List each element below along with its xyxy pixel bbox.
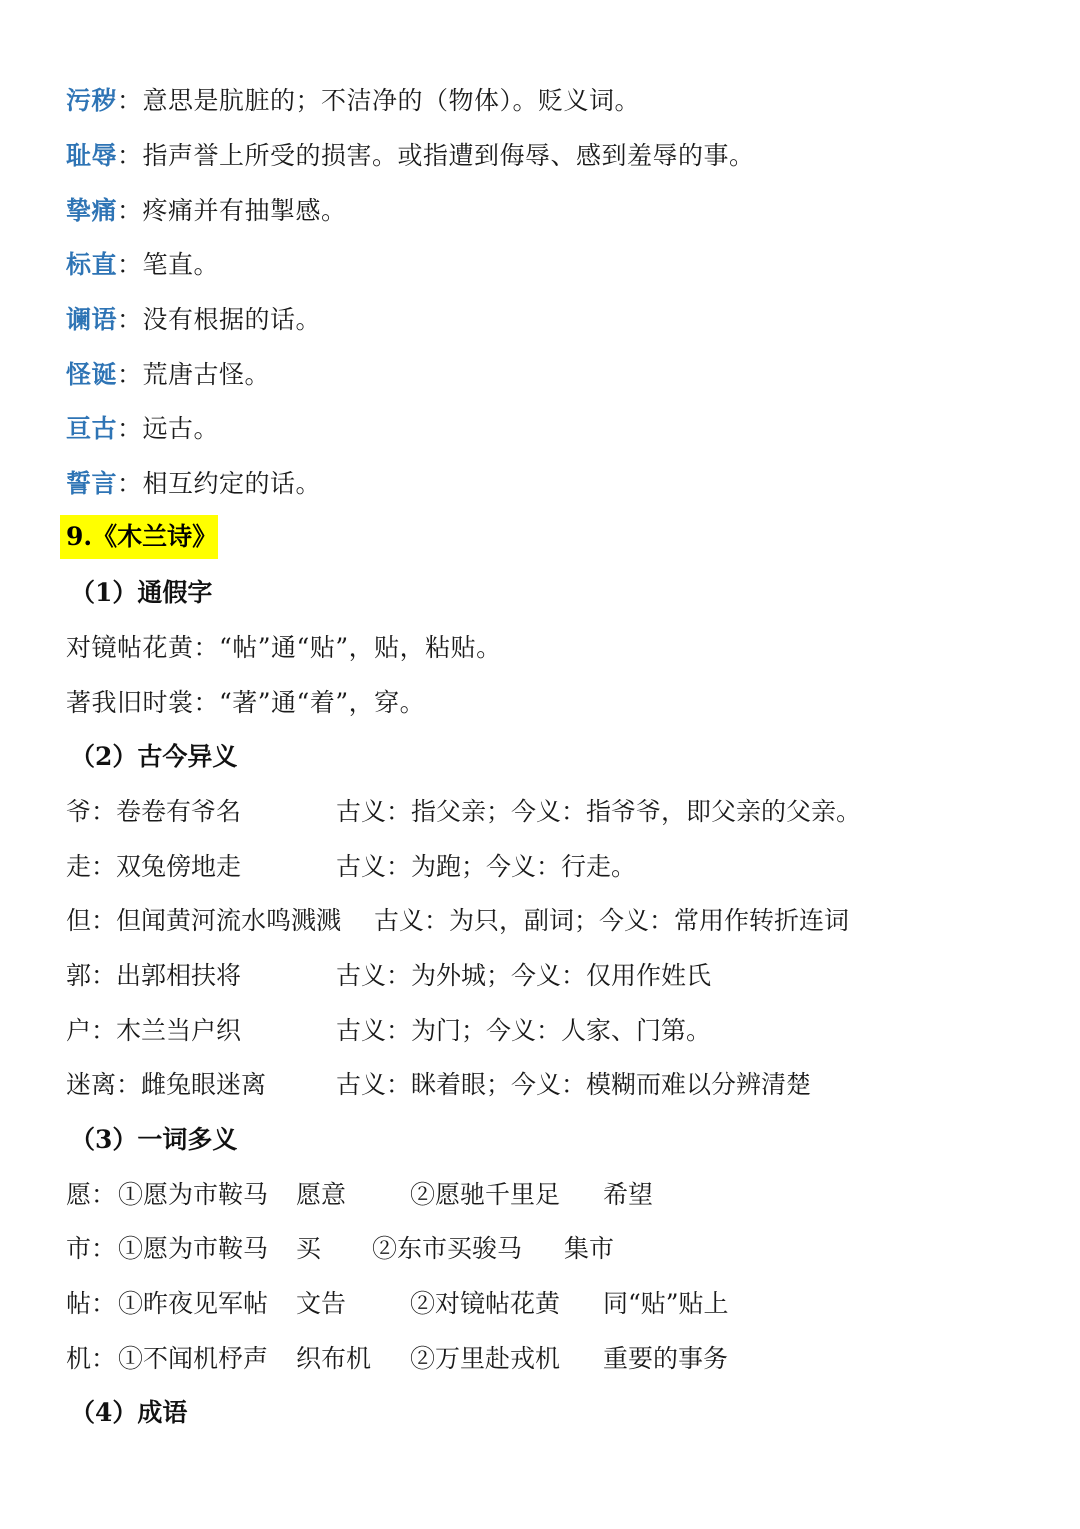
duoyi-sentence: ①愿为市鞍马 — [118, 1234, 269, 1263]
definition-text: ：相互约定的话。 — [117, 469, 322, 498]
gujin-example: 但：但闻黄河流水鸣溅溅 — [66, 906, 342, 935]
duoyi-meaning: 希望 — [603, 1180, 654, 1209]
definition-line — [66, 139, 755, 173]
duoyi-meaning: 同“贴”贴上 — [603, 1289, 729, 1318]
duoyi-meaning: 织布机 — [296, 1344, 372, 1373]
subheading-chengyu: （4）成语 — [70, 1398, 188, 1427]
duoyi-word: 机： — [66, 1344, 117, 1373]
duoyi-sentence: ②东市买骏马 — [372, 1234, 523, 1263]
subheading-duoyi: （3）一词多义 — [70, 1125, 238, 1154]
definition-text: ：指声誉上所受的损害。或指遭到侮辱、感到羞辱的事。 — [117, 141, 755, 170]
gujin-example: 爷：卷卷有爷名 — [66, 797, 242, 826]
duoyi-word: 市： — [66, 1234, 117, 1263]
duoyi-meaning: 买 — [296, 1234, 322, 1263]
definition-line — [66, 412, 219, 446]
definition-term: 耻辱 — [66, 141, 118, 170]
definition-line — [66, 303, 321, 337]
definition-line — [66, 467, 321, 501]
duoyi-sentence: ①不闻机杼声 — [118, 1344, 269, 1373]
gujin-meaning: 古义：为门；今义：人家、门第。 — [336, 1016, 712, 1045]
duoyi-meaning: 集市 — [564, 1234, 615, 1263]
section-title: 9.《木兰诗》 — [60, 515, 218, 559]
duoyi-word: 帖： — [66, 1289, 117, 1318]
definition-term: 怪诞 — [66, 360, 118, 389]
duoyi-sentence: ②愿驰千里足 — [410, 1180, 561, 1209]
duoyi-sentence: ①昨夜见军帖 — [118, 1289, 269, 1318]
duoyi-meaning: 文告 — [296, 1289, 347, 1318]
duoyi-sentence: ②万里赴戎机 — [410, 1344, 561, 1373]
tongjia-line: 著我旧时裳：“著”通“着”，穿。 — [66, 688, 426, 717]
definition-text: ：疼痛并有抽掣感。 — [117, 196, 347, 225]
definition-line — [66, 358, 270, 392]
gujin-meaning: 古义：眯着眼；今义：模糊而难以分辨清楚 — [336, 1070, 812, 1099]
definition-term: 亘古 — [66, 414, 118, 443]
definition-text: ：意思是肮脏的；不洁净的（物体）。贬义词。 — [117, 86, 641, 115]
tongjia-line: 对镜帖花黄：“帖”通“贴”，贴，粘贴。 — [66, 633, 502, 662]
definition-text: ：笔直。 — [117, 250, 220, 279]
definition-text: ：没有根据的话。 — [117, 305, 322, 334]
definition-line — [66, 84, 640, 118]
gujin-example: 郭：出郭相扶将 — [66, 961, 242, 990]
duoyi-word: 愿： — [66, 1180, 117, 1209]
definition-term: 谰语 — [66, 305, 118, 334]
gujin-meaning: 古义：为跑；今义：行走。 — [336, 852, 637, 881]
duoyi-sentence: ②对镜帖花黄 — [410, 1289, 561, 1318]
gujin-example: 户：木兰当户织 — [66, 1016, 242, 1045]
definition-term: 标直 — [66, 250, 118, 279]
gujin-example: 迷离：雌兔眼迷离 — [66, 1070, 267, 1099]
duoyi-meaning: 重要的事务 — [603, 1344, 729, 1373]
definition-text: ：远古。 — [117, 414, 220, 443]
gujin-meaning: 古义：为外城；今义：仅用作姓氏 — [336, 961, 712, 990]
duoyi-meaning: 愿意 — [296, 1180, 347, 1209]
duoyi-sentence: ①愿为市鞍马 — [118, 1180, 269, 1209]
subheading-tongjia: （1）通假字 — [70, 578, 213, 607]
definition-line — [66, 194, 347, 228]
definition-term: 挚痛 — [66, 196, 118, 225]
gujin-meaning: 古义：指父亲；今义：指爷爷，即父亲的父亲。 — [336, 797, 862, 826]
definition-line — [66, 248, 219, 282]
definition-text: ：荒唐古怪。 — [117, 360, 271, 389]
subheading-gujin: （2）古今异义 — [70, 742, 238, 771]
definition-term: 污秽 — [66, 86, 118, 115]
gujin-meaning: 古义：为只，副词；今义：常用作转折连词 — [374, 906, 850, 935]
gujin-example: 走：双兔傍地走 — [66, 852, 242, 881]
definition-term: 誓言 — [66, 469, 118, 498]
